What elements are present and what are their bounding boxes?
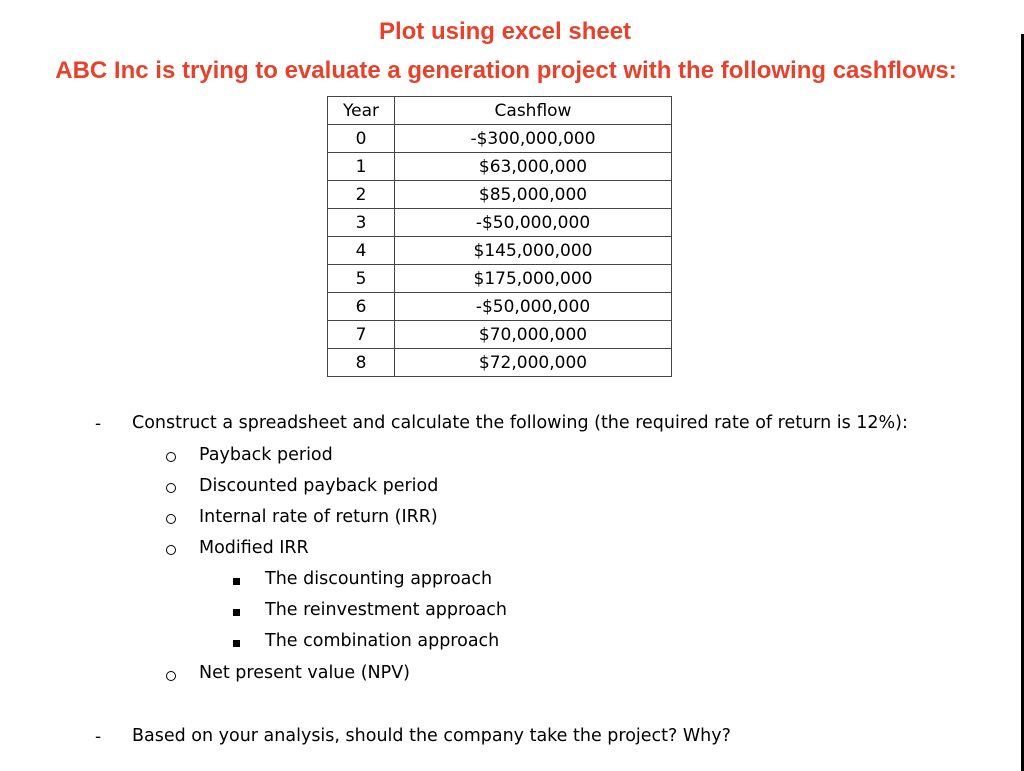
task-item-payback: Payback period bbox=[199, 445, 333, 465]
table-header-row bbox=[328, 97, 672, 125]
cell-cashflow: -$50,000,000 bbox=[395, 209, 672, 237]
page-subtitle: ABC Inc is trying to evaluate a generation project with the following cashflows: bbox=[55, 57, 957, 84]
square-bullet bbox=[233, 640, 240, 647]
page-title: Plot using excel sheet bbox=[378, 18, 632, 45]
task-item-npv: Net present value (NPV) bbox=[199, 663, 410, 683]
mirr-approach-discounting: The discounting approach bbox=[265, 569, 493, 589]
table-row bbox=[328, 293, 672, 321]
cell-cashflow: $145,000,000 bbox=[395, 237, 672, 265]
circle-bullet bbox=[166, 452, 176, 462]
table-row bbox=[328, 125, 672, 153]
cell-cashflow: $72,000,000 bbox=[395, 349, 672, 377]
task-item-irr: Internal rate of return (IRR) bbox=[199, 507, 438, 527]
cell-year: 2 bbox=[328, 181, 395, 209]
table-row bbox=[328, 321, 672, 349]
table-row bbox=[328, 153, 672, 181]
square-bullet bbox=[233, 609, 240, 616]
cell-cashflow: -$50,000,000 bbox=[395, 293, 672, 321]
task-item-discounted-payback: Discounted payback period bbox=[199, 476, 439, 496]
table-row bbox=[328, 265, 672, 293]
table-row bbox=[328, 237, 672, 265]
cell-year: 6 bbox=[328, 293, 395, 321]
cell-cashflow: $175,000,000 bbox=[395, 265, 672, 293]
cell-cashflow: $63,000,000 bbox=[395, 153, 672, 181]
mirr-approach-reinvestment: The reinvestment approach bbox=[265, 600, 507, 620]
cell-year: 4 bbox=[328, 237, 395, 265]
cell-cashflow: -$300,000,000 bbox=[395, 125, 672, 153]
header-cashflow: Cashflow bbox=[395, 97, 672, 125]
cell-cashflow: $85,000,000 bbox=[395, 181, 672, 209]
cell-year: 7 bbox=[328, 321, 395, 349]
header-year: Year bbox=[328, 97, 395, 125]
cell-year: 3 bbox=[328, 209, 395, 237]
dash-bullet: - bbox=[95, 727, 102, 747]
task-item-mirr: Modified IRR bbox=[199, 538, 309, 558]
table-row bbox=[328, 209, 672, 237]
square-bullet bbox=[233, 578, 240, 585]
circle-bullet bbox=[166, 483, 176, 493]
cell-year: 1 bbox=[328, 153, 395, 181]
dash-bullet: - bbox=[95, 414, 102, 434]
circle-bullet bbox=[166, 545, 176, 555]
cell-year: 8 bbox=[328, 349, 395, 377]
cashflow-table bbox=[327, 96, 672, 377]
table-row bbox=[328, 349, 672, 377]
cell-year: 0 bbox=[328, 125, 395, 153]
circle-bullet bbox=[166, 514, 176, 524]
task-intro: Construct a spreadsheet and calculate the following (the required rate of return is 12%): bbox=[132, 413, 908, 433]
cell-cashflow: $70,000,000 bbox=[395, 321, 672, 349]
cell-year: 5 bbox=[328, 265, 395, 293]
mirr-approach-combination: The combination approach bbox=[265, 631, 500, 651]
table-row bbox=[328, 181, 672, 209]
circle-bullet bbox=[166, 671, 176, 681]
final-question: Based on your analysis, should the company take the project? Why? bbox=[132, 726, 731, 746]
